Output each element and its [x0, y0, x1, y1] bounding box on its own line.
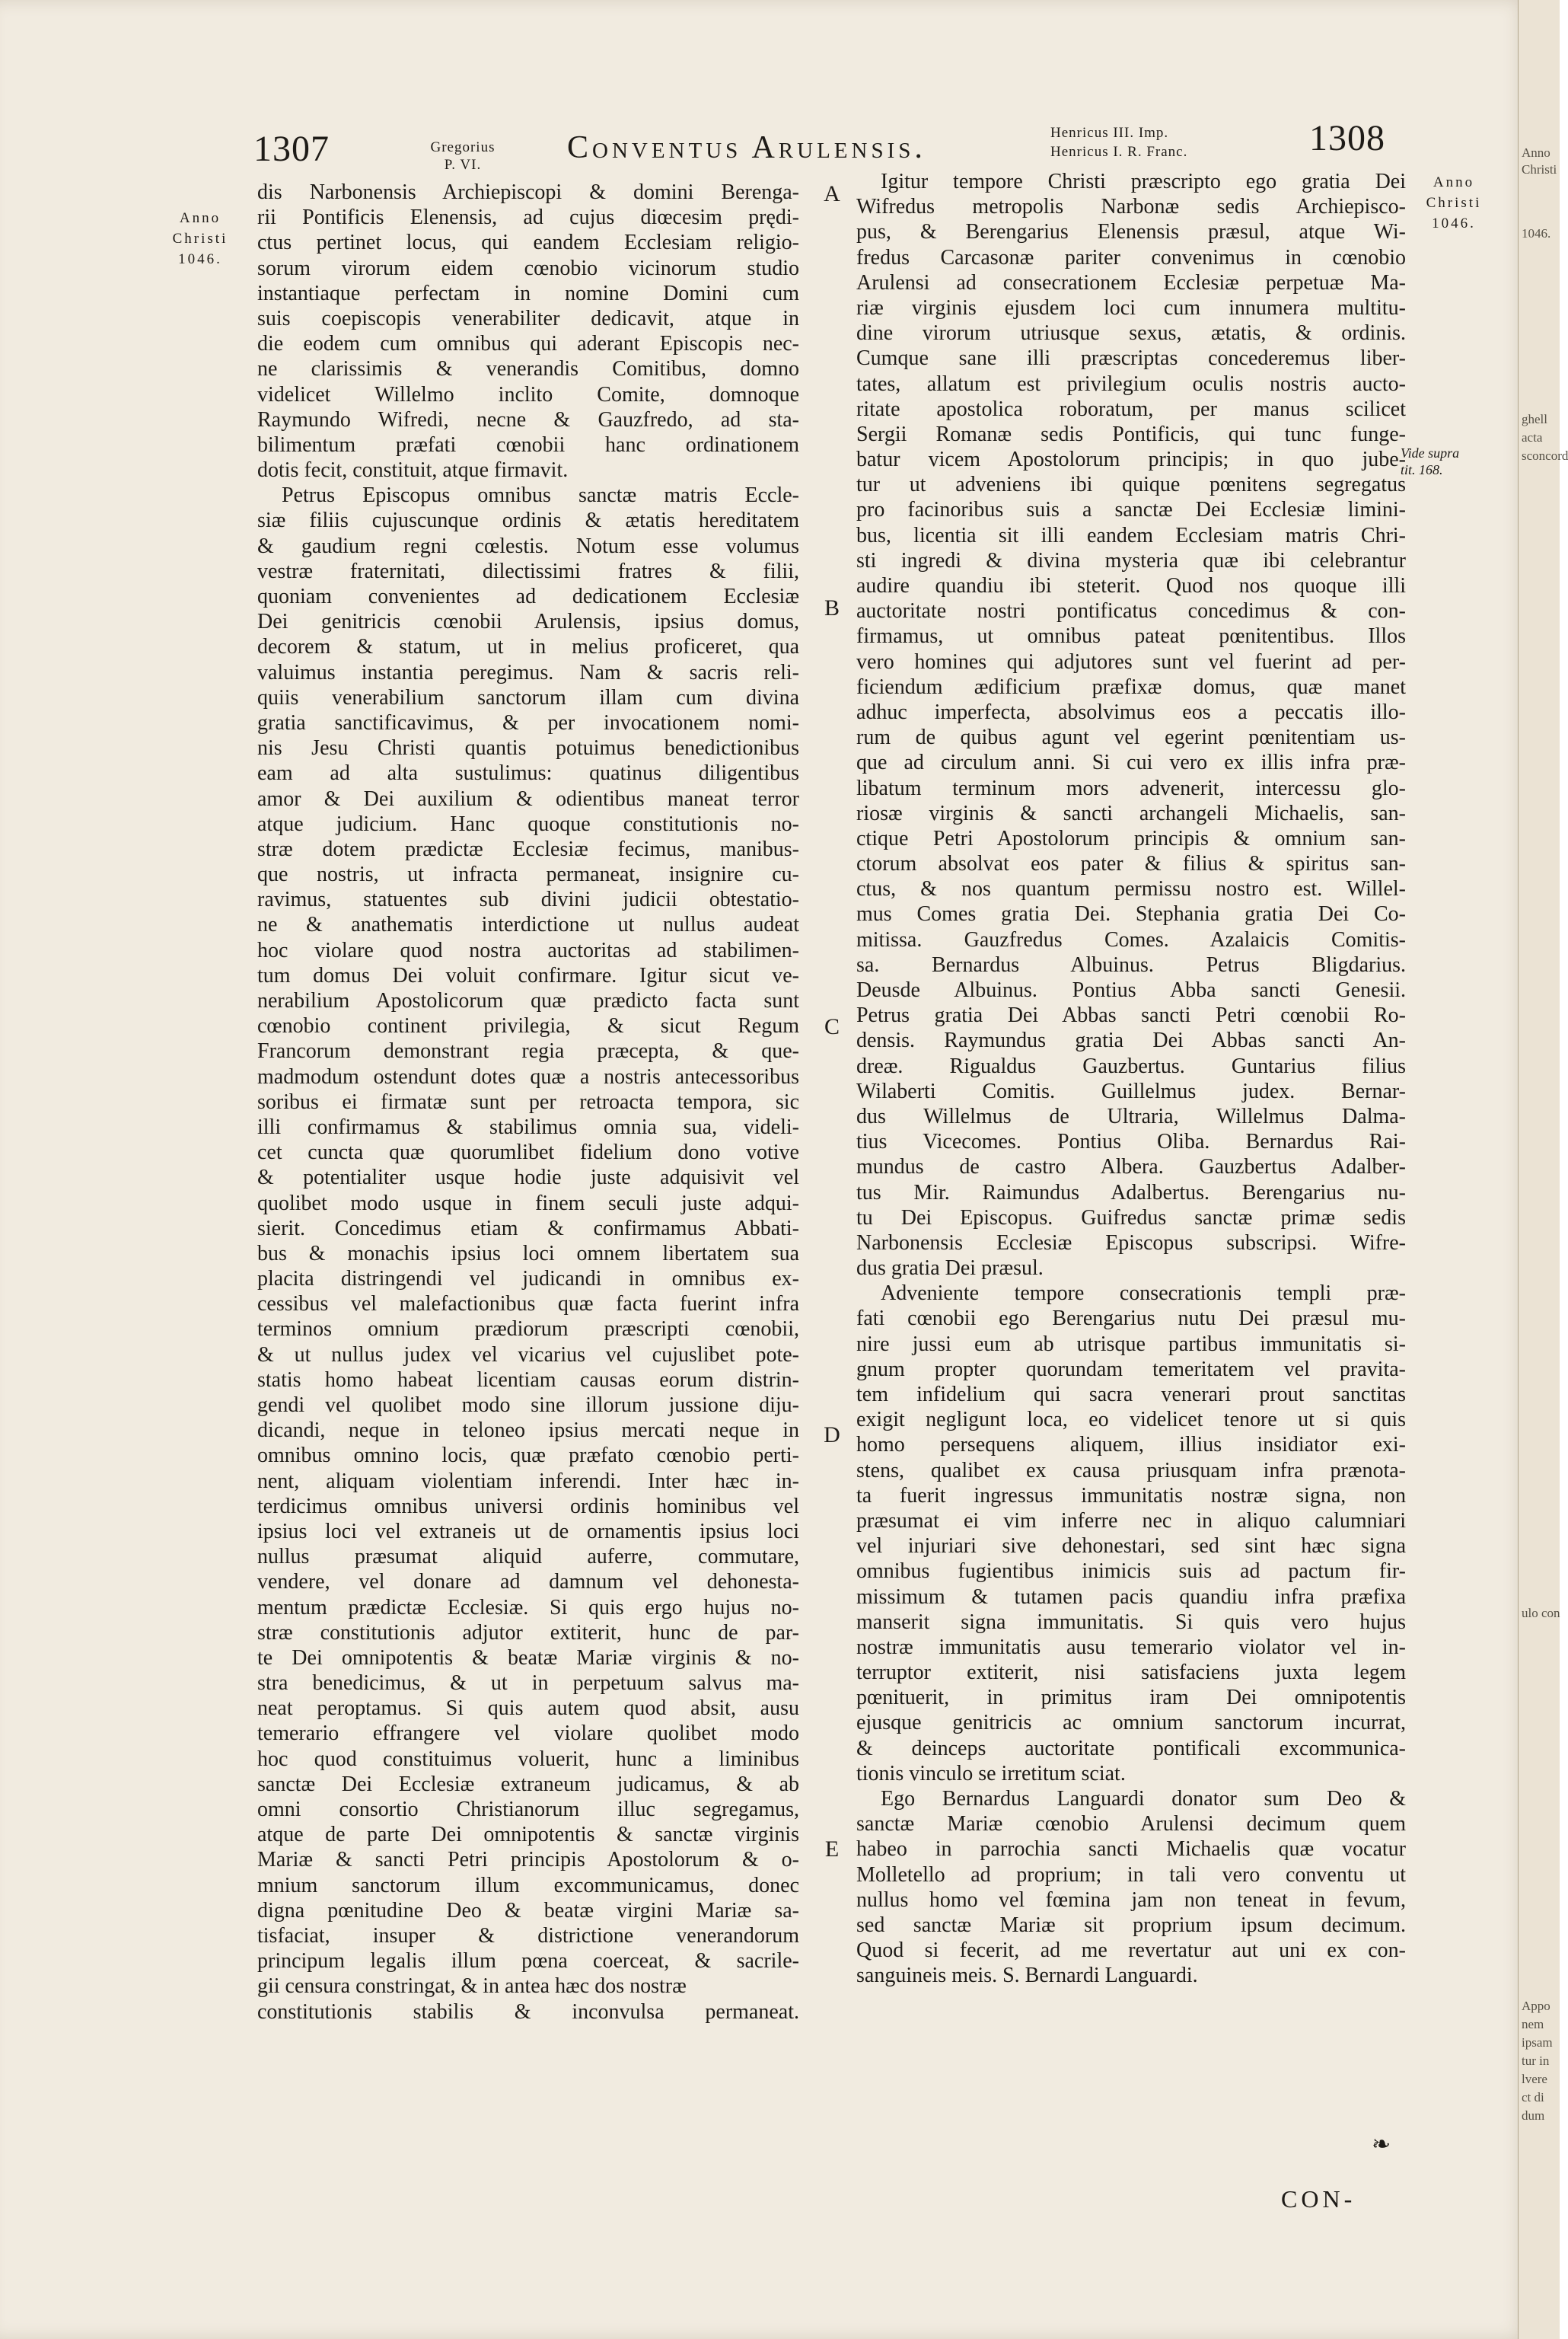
- text-line: quiis venerabilium sanctorum illam cum divina: [257, 685, 799, 710]
- text-line: tius Vicecomes. Pontius Oliba. Bernardus Rai-: [856, 1130, 1406, 1154]
- text-line: nullus præsumat aliquid auferre, commutare,: [257, 1545, 799, 1569]
- text-line: die eodem cum omnibus qui aderant Episcopis nec-: [257, 332, 799, 356]
- text-line: illi confirmamus & stabilimus omnia sua, videli-: [257, 1115, 799, 1139]
- text-line: nent, aliquam violentiam inferendi. Inter hæc in-: [257, 1469, 799, 1493]
- text-line: eam ad alta sustulimus: quatinus diligentibus: [257, 761, 799, 786]
- text-line: bus, licentia sit illi eandem Ecclesiam matris Chri-: [856, 523, 1406, 547]
- text-line: sierit. Concedimus etiam & confirmamus Abbati-: [257, 1216, 799, 1240]
- text-line: bus & monachis ipsius loci omnem libertatem sua: [257, 1241, 799, 1265]
- catchword: CON-: [1281, 2185, 1356, 2213]
- text-line: Deusde Albuinus. Pontius Abba sancti Genesii.: [856, 978, 1406, 1002]
- text-line: Narbonensis Ecclesiæ Episcopus subscripsi. Wifre-: [856, 1230, 1406, 1255]
- section-letter-c: C: [824, 1014, 840, 1039]
- text-line: mnium sanctorum illum excommunicamus, donec: [257, 1873, 799, 1897]
- text-line: soribus ei firmatæ sunt per retroacta tempora, sic: [257, 1090, 799, 1114]
- running-head-title: Conventus Arulensis.: [567, 130, 926, 165]
- margin-anno: Anno: [179, 210, 221, 226]
- text-line: tem infidelium qui sacra venerari prout sanctitas: [856, 1383, 1406, 1406]
- text-line: statis homo habeat licentiam causas eorum distrin-: [257, 1367, 799, 1392]
- left-text-column: [257, 180, 799, 2025]
- text-line: cet cuncta quæ quorumlibet fidelium dono votive: [257, 1141, 799, 1165]
- text-line: que ad circulum anni. Si cui vero ex illis infra præ-: [856, 751, 1406, 775]
- ruler-king: Henricus I. R. Franc.: [1050, 144, 1188, 160]
- text-line: Mariæ & sancti Petri principis Apostolorum & o-: [257, 1848, 799, 1872]
- text-line: Sergii Romanæ sedis Pontificis, qui tunc funge-: [856, 422, 1406, 446]
- text-line: vel injuriari sive dehonestari, sed sint hæc signa: [856, 1534, 1406, 1559]
- text-line: tu Dei Episcopus. Guifredus sanctæ primæ sedis: [856, 1205, 1406, 1230]
- page-number-left: 1307: [253, 129, 330, 169]
- facing-page-fragment: 1046.: [1522, 226, 1551, 241]
- facing-page-fragment: acta: [1522, 430, 1543, 445]
- text-line: tionis vinculo se irretitum sciat.: [856, 1761, 1126, 1785]
- text-line: fati cœnobii ego Berengarius nutu Dei præsul mu-: [856, 1307, 1406, 1331]
- text-line: dus gratia Dei præsul.: [856, 1256, 1044, 1281]
- text-line: principum legalis illum pœna coerceat, & sacrile-: [257, 1949, 799, 1974]
- text-line: dis Narbonensis Archiepiscopi & domini Berenga-: [257, 180, 799, 204]
- ruler-emperor: Henricus III. Imp.: [1050, 125, 1169, 141]
- text-line: tisfaciat, insuper & districtione venerandorum: [257, 1923, 799, 1948]
- text-line: tates, allatum est privilegium oculis nostris aucto-: [856, 372, 1406, 396]
- text-line: tum domus Dei voluit confirmare. Igitur sicut ve-: [257, 963, 799, 988]
- text-line: omnibus omnino locis, quæ præfato cœnobio perti-: [257, 1444, 799, 1468]
- text-line: auctoritate nostri pontificatus concedimus & con-: [856, 599, 1406, 624]
- text-line: Ego Bernardus Languardi donator sum Deo &: [881, 1787, 1406, 1811]
- text-line: ejusque genitricis ac omnium sanctorum incurrat,: [856, 1711, 1406, 1735]
- text-line: que nostris, ut infracta permaneat, insignire cu-: [257, 863, 799, 887]
- text-line: Raymundo Wifredi, necne & Gauzfredo, ad sta-: [257, 407, 799, 432]
- text-line: dotis fecit, constituit, atque firmavit.: [257, 458, 569, 483]
- text-line: ravimus, statuentes sub divini judicii obtestatio-: [257, 888, 799, 912]
- section-letter-e: E: [824, 1836, 840, 1862]
- text-line: omnibus fugientibus inimicis suis ad pactum fir-: [856, 1559, 1406, 1584]
- text-line: Molletello ad proprium; in tali vero conventu ut: [856, 1862, 1406, 1887]
- text-line: pus, & Berengarius Elenensis præsul, atque Wi-: [856, 220, 1406, 244]
- text-line: dine virorum utriusque sexus, ætatis, & ordinis.: [856, 321, 1406, 346]
- text-line: ctorum absolvat eos pater & filius & spiritus san-: [856, 852, 1406, 876]
- text-line: decorem & statum, ut in melius proficeret, qua: [257, 635, 799, 659]
- running-head-pontifex: [394, 139, 531, 174]
- text-line: sed sanctæ Mariæ sit proprium ipsum decimum.: [856, 1913, 1406, 1937]
- text-line: Arulensi ad consecrationem Ecclesiæ perpetuæ Ma-: [856, 270, 1406, 295]
- margin-anno: Anno: [1433, 174, 1475, 190]
- text-line: sanguineis meis. S. Bernardi Languardi.: [856, 1964, 1198, 1988]
- text-line: adhuc imperfecta, absolvimus eos a peccatis illo-: [856, 700, 1406, 724]
- text-line: stens, qualibet ex causa priusquam infra prænota-: [856, 1458, 1406, 1482]
- text-line: terruptor extiterit, nisi satisfaciens juxta legem: [856, 1661, 1406, 1685]
- margin-christi: Christi: [1426, 195, 1482, 211]
- text-line: Adveniente tempore consecrationis templi præ-: [881, 1281, 1406, 1306]
- running-head-rulers: [1050, 123, 1187, 161]
- text-line: gii censura constringat, & in antea hæc dos nostræ: [257, 1974, 687, 1999]
- text-line: & ut nullus judex vel vicarius vel cujuslibet pote-: [257, 1342, 799, 1367]
- text-line: nerabilium Apostolicorum quæ prædicto facta sunt: [257, 989, 799, 1013]
- section-letter-b: B: [824, 595, 840, 621]
- margin-year-left: [151, 208, 250, 270]
- text-line: mus Comes gratia Dei. Stephania gratia Dei Co-: [856, 902, 1406, 927]
- text-line: homo persequens aliquem, illius insidiator exi-: [856, 1433, 1406, 1457]
- text-line: batur vicem Apostolorum principis; in quo jube-: [856, 448, 1406, 472]
- text-line: sorum virorum eidem cœnobio vicinorum studio: [257, 256, 799, 280]
- text-line: Wilaberti Comitis. Guillelmus judex. Bernar-: [856, 1079, 1406, 1103]
- margin-year: 1046.: [178, 251, 222, 267]
- text-line: hoc violare quod nostra auctoritas ad stabilimen-: [257, 938, 799, 962]
- facing-page-fragment: ulo con: [1522, 1606, 1560, 1620]
- page-number-right: 1308: [1309, 118, 1385, 158]
- text-line: pœnituerit, in primitus iram Dei omnipotentis: [856, 1686, 1406, 1710]
- pontifex-name: Gregorius: [430, 139, 496, 155]
- text-line: atque judicium. Hanc quoque constitutionis no-: [257, 812, 799, 836]
- adjacent-page-edge: [1518, 0, 1568, 2339]
- text-line: stra benedicimus, & ut in perpetuum salvus ma-: [257, 1671, 799, 1696]
- text-line: nullus homo vel fœmina jam non teneat in fevum,: [856, 1887, 1406, 1912]
- text-line: firmamus, ut omnibus pateat pœnitentibus. Illos: [856, 624, 1406, 649]
- text-line: constitutionis stabilis & inconvulsa permaneat.: [257, 1999, 799, 2024]
- text-line: ctique Petri Apostolorum principis & omnium san-: [856, 826, 1406, 850]
- text-line: & deinceps auctoritate pontificali excommunica-: [856, 1736, 1406, 1760]
- text-line: Petrus gratia Dei Abbas sancti Petri cœnobii Ro-: [856, 1004, 1406, 1028]
- margin-christi: Christi: [172, 231, 228, 247]
- text-line: placita distringendi vel judicandi in omnibus ex-: [257, 1267, 799, 1291]
- section-letter-a: A: [824, 181, 840, 206]
- text-line: stræ constitutionis adjutor extiterit, hunc de par-: [257, 1620, 799, 1645]
- fleuron-ornament: ❧: [1372, 2132, 1391, 2157]
- text-line: sanctæ Mariæ cœnobio Arulensi decimum quem: [856, 1812, 1406, 1836]
- text-line: te Dei omnipotentis & beatæ Mariæ virginis & no-: [257, 1645, 799, 1670]
- text-line: terdicimus omnibus universi ordinis hominibus vel: [257, 1494, 799, 1518]
- text-line: Cumque sane illi præscriptas concederemus liber-: [856, 346, 1406, 371]
- text-line: præsumat ei vim inferre nec in aliquo calumniari: [856, 1508, 1406, 1533]
- text-line: omni consortio Christianorum illuc segregamus,: [257, 1798, 799, 1821]
- facing-page-fragment: sconcord: [1522, 448, 1568, 463]
- text-line: ne clarissimis & venerandis Comitibus, domno: [257, 357, 799, 381]
- text-line: Petrus Episcopus omnibus sanctæ matris Eccle-: [282, 483, 799, 508]
- text-line: mitissa. Gauzfredus Comes. Azalaicis Comitis-: [856, 927, 1406, 952]
- text-line: Quod si fecerit, ad me revertatur aut uni ex con-: [856, 1939, 1406, 1963]
- text-line: gratia sanctificavimus, & per invocationem nomi-: [257, 710, 799, 735]
- facing-page-fragment: Christi: [1522, 162, 1557, 177]
- vide-note-line: tit. 168.: [1401, 462, 1443, 477]
- pontifex-number: P. VI.: [444, 157, 482, 173]
- facing-page-fragment: ghell: [1522, 412, 1547, 426]
- text-line: & gaudium regni cœlestis. Notum esse volumus: [257, 534, 799, 558]
- margin-cross-reference: [1401, 445, 1499, 478]
- text-line: riosæ virginis & sancti archangeli Michaelis, san-: [856, 801, 1406, 825]
- text-line: tus Mir. Raimundus Adalbertus. Berengarius nu-: [856, 1180, 1406, 1205]
- text-line: amor & Dei auxilium & odientibus maneat terror: [257, 787, 799, 811]
- text-line: instantiaque perfectam in nomine Domini cum: [257, 281, 799, 305]
- text-line: cessibus vel malefactionibus quæ facta fuerint infra: [257, 1292, 799, 1316]
- text-line: stræ dotem prædictæ Ecclesiæ fecimus, manibus-: [257, 837, 799, 861]
- text-line: atque de parte Dei omnipotentis & sanctæ virginis: [257, 1823, 799, 1847]
- text-line: gnum propter quorundam temeritatem vel pravita-: [856, 1357, 1406, 1381]
- text-line: libatum terminum mors advenerit, intercessu glo-: [856, 776, 1406, 800]
- text-line: rii Pontificis Elenensis, ad cujus diœcesim prędi-: [257, 206, 799, 230]
- text-line: vero homines qui adjutores sunt vel fuerint ad per-: [856, 649, 1406, 674]
- text-line: Dei genitricis cœnobii Arulensis, ipsius domus,: [257, 610, 799, 634]
- text-line: mentum prædictæ Ecclesiæ. Si quis ergo hujus no-: [257, 1595, 799, 1619]
- facing-page-fragment: tur in: [1522, 2053, 1550, 2068]
- text-line: ctus pertinet locus, qui eandem Ecclesiam religio-: [257, 231, 799, 255]
- right-text-column: [856, 169, 1406, 1989]
- margin-year: 1046.: [1432, 215, 1476, 231]
- text-line: vendere, vel donare ad damnum vel dehonesta-: [257, 1570, 799, 1594]
- text-line: valuimus instantia peregimus. Nam & sacris reli-: [257, 660, 799, 684]
- text-line: dreæ. Rigualdus Gauzbertus. Guntarius filius: [856, 1054, 1406, 1078]
- vide-note-line: Vide supra: [1401, 445, 1460, 461]
- text-line: digna pœnitudine Deo & beatæ virgini Mariæ sa-: [257, 1898, 799, 1923]
- margin-year-right: [1404, 172, 1503, 234]
- text-line: vestræ fraternitati, dilectissimi fratres & filii,: [257, 559, 799, 583]
- text-line: Wifredus metropolis Narbonæ sedis Archiepisco-: [856, 195, 1406, 219]
- text-line: nire jussi eum ab utrisque partibus immunitatis si-: [856, 1332, 1406, 1356]
- text-line: sti ingredi & divina mysteria quæ ibi celebrantur: [856, 548, 1406, 573]
- text-line: sa. Bernardus Albuinus. Petrus Bligdarius.: [856, 953, 1406, 977]
- facing-page-fragment: ct di: [1522, 2090, 1544, 2104]
- text-line: densis. Raymundus gratia Dei Abbas sancti An-: [856, 1029, 1406, 1053]
- text-line: videlicet Willelmo inclito Comite, domnoque: [257, 382, 799, 407]
- facing-page-fragment: ipsam: [1522, 2035, 1553, 2050]
- text-line: quolibet modo usque in finem seculi juste adqui-: [257, 1191, 799, 1215]
- text-line: mundus de castro Albera. Gauzbertus Adalber-: [856, 1155, 1406, 1179]
- section-letter-d: D: [824, 1422, 840, 1447]
- text-line: fredus Carcasonæ pariter convenimus in cœnobio: [856, 245, 1406, 270]
- text-line: neat peroptamus. Si quis autem quod absit, ausu: [257, 1696, 799, 1721]
- text-line: tur ut adveniens ibi quique pœnitens segregatus: [856, 473, 1406, 497]
- text-line: exigit negligunt loca, eo videlicet tenore ut si quis: [856, 1408, 1406, 1432]
- facing-page-fragment: nem: [1522, 2017, 1544, 2031]
- text-line: ficiendum ædificium præfixæ domus, quæ manet: [856, 675, 1406, 699]
- text-line: ne & anathematis interdictione ut nullus audeat: [257, 913, 799, 937]
- text-line: dus Willelmus de Ultraria, Willelmus Dalma-: [856, 1104, 1406, 1128]
- text-line: madmodum ostendunt dotes quæ a nostris antecessoribus: [257, 1064, 799, 1089]
- text-line: Igitur tempore Christi præscripto ego gratia Dei: [881, 170, 1406, 193]
- text-line: ritate apostolica roboratum, per manus scilicet: [856, 397, 1406, 421]
- facing-page-fragment: lvere: [1522, 2072, 1547, 2086]
- text-line: riæ virginis ejusdem loci cum innumera multitu-: [856, 295, 1406, 320]
- text-line: cœnobio continent privilegia, & sicut Regum: [257, 1014, 799, 1039]
- facing-page-fragment: dum: [1522, 2108, 1545, 2123]
- text-line: Francorum demonstrant regia præcepta, & que-: [257, 1039, 799, 1064]
- text-line: missimum & tutamen pacis quandiu infra præfixa: [856, 1584, 1406, 1609]
- text-line: ta fuerit ingressus immunitatis nostræ signa, non: [856, 1483, 1406, 1508]
- text-line: dicandi, neque in teloneo ipsius mercati neque in: [257, 1418, 799, 1443]
- facing-page-fragment: Appo: [1522, 1999, 1550, 2013]
- text-line: siæ filiis cujuscunque ordinis & ætatis hereditatem: [257, 509, 799, 533]
- text-line: bilimentum præfati cœnobii hanc ordinationem: [257, 432, 799, 457]
- text-line: ipsius loci vel extraneis ut de ornamentis ipsius loci: [257, 1519, 799, 1543]
- text-line: rum de quibus agunt vel egerint pœnitentiam us-: [856, 726, 1406, 750]
- text-line: quoniam convenientes ad dedicationem Ecclesiæ: [257, 585, 799, 608]
- facing-page-fragment: Anno: [1522, 145, 1550, 160]
- text-line: audire quandiu ibi steterit. Quod nos quoque illi: [856, 574, 1406, 598]
- text-line: hoc quod constituimus voluerit, hunc a liminibus: [257, 1747, 799, 1771]
- text-line: manserit signa immunitatis. Si quis vero hujus: [856, 1610, 1406, 1634]
- text-line: terminos omnium prædiorum præscripti cœnobii,: [257, 1317, 799, 1342]
- text-line: habeo in parrochia sancti Michaelis quæ vocatur: [856, 1837, 1406, 1862]
- text-line: nis Jesu Christi quantis potuimus benedictionibus: [257, 736, 799, 761]
- text-line: & potentialiter usque hodie juste adquisivit vel: [257, 1166, 799, 1190]
- text-line: suis coepiscopis venerabiliter dedicavit, atque in: [257, 306, 799, 330]
- text-line: pro facinoribus suis a sanctæ Dei Ecclesiæ limini-: [856, 498, 1406, 522]
- text-line: sanctæ Dei Ecclesiæ extraneum judicamus, & ab: [257, 1772, 799, 1796]
- text-line: ctus, & nos quantum permissu nostro est. Willel-: [856, 877, 1406, 901]
- text-line: gendi vel quolibet modo sine illorum jussione diju-: [257, 1393, 799, 1417]
- text-line: nostræ immunitatis ausu temerario violator vel in-: [856, 1635, 1406, 1659]
- text-line: temerario effrangere vel violare quolibet modo: [257, 1722, 799, 1746]
